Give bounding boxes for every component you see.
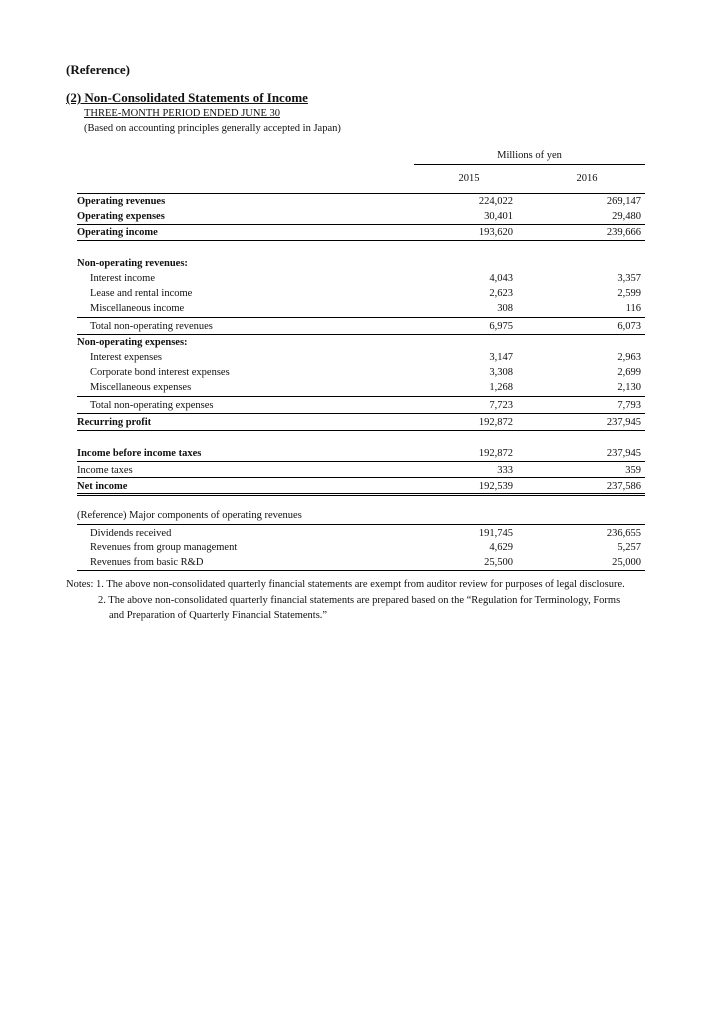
value-2015: 30,401 — [484, 211, 513, 222]
year-2015-header: 2015 — [458, 173, 480, 184]
value-2016: 237,945 — [606, 448, 641, 459]
value-2016: 29,480 — [612, 211, 641, 222]
row-label: Lease and rental income — [90, 288, 193, 299]
value-2015: 6,975 — [489, 321, 513, 332]
income-statement-table — [77, 193, 645, 571]
row-label: Revenues from group management — [90, 542, 238, 553]
basis-subtitle: (Based on accounting principles generally accepted in Japan) — [84, 123, 341, 134]
value-2015: 3,308 — [489, 367, 513, 378]
section-heading — [77, 256, 645, 271]
table-row — [77, 286, 645, 301]
row-label: Corporate bond interest expenses — [90, 367, 230, 378]
value-2015: 192,539 — [478, 481, 513, 492]
row-label: Income taxes — [77, 465, 133, 476]
table-row — [77, 397, 645, 414]
value-2016: 116 — [625, 303, 641, 314]
row-label: Miscellaneous income — [90, 303, 185, 314]
value-2016: 236,655 — [606, 528, 641, 539]
table-row — [77, 225, 645, 241]
row-label: Miscellaneous expenses — [90, 382, 192, 393]
value-2015: 193,620 — [478, 227, 513, 238]
value-2015: 308 — [497, 303, 513, 314]
value-2015: 192,872 — [478, 448, 513, 459]
table-row — [77, 555, 645, 571]
table-row — [77, 318, 645, 335]
value-2016: 5,257 — [617, 542, 641, 553]
value-2016: 269,147 — [606, 196, 641, 207]
row-label: Total non-operating expenses — [90, 400, 214, 411]
row-label: Income before income taxes — [77, 448, 202, 459]
table-row — [77, 462, 645, 478]
row-label: (Reference) Major components of operating revenues — [77, 510, 302, 521]
period-subtitle: THREE-MONTH PERIOD ENDED JUNE 30 — [84, 108, 280, 119]
value-2015: 333 — [497, 465, 513, 476]
value-2016: 6,073 — [617, 321, 641, 332]
value-2015: 4,043 — [489, 273, 513, 284]
row-label: Net income — [77, 481, 128, 492]
row-label: Operating revenues — [77, 196, 166, 207]
value-2015: 224,022 — [478, 196, 513, 207]
value-2016: 25,000 — [612, 557, 641, 568]
notes-section — [66, 577, 625, 624]
table-row — [77, 193, 645, 209]
year-2016-header: 2016 — [576, 173, 598, 184]
table-row — [77, 414, 645, 431]
value-2015: 2,623 — [489, 288, 513, 299]
row-label: Dividends received — [90, 528, 172, 539]
row-label: Non-operating expenses: — [77, 337, 188, 348]
value-2016: 237,945 — [606, 417, 641, 428]
table-row — [77, 540, 645, 555]
table-row — [77, 209, 645, 225]
reference-heading: (Reference) — [66, 62, 130, 77]
row-label: Interest expenses — [90, 352, 163, 363]
value-2015: 7,723 — [489, 400, 513, 411]
table-row — [77, 365, 645, 380]
table-row — [77, 271, 645, 286]
table-row — [77, 380, 645, 397]
unit-label: Millions of yen — [497, 150, 562, 161]
value-2015: 191,745 — [478, 528, 513, 539]
table-row — [77, 301, 645, 318]
value-2016: 7,793 — [617, 400, 641, 411]
value-2015: 192,872 — [478, 417, 513, 428]
row-label: Revenues from basic R&D — [90, 557, 204, 568]
note-2: 2. The above non-consolidated quarterly financial statements are prepared based on the “Regulation for Terminology, Forms — [98, 594, 621, 606]
value-2016: 2,130 — [617, 382, 641, 393]
value-2015: 3,147 — [489, 352, 513, 363]
value-2015: 4,629 — [489, 542, 513, 553]
row-label: Interest income — [90, 273, 156, 284]
value-2016: 2,699 — [617, 367, 641, 378]
table-row — [77, 445, 645, 462]
row-label: Non-operating revenues: — [77, 258, 188, 269]
value-2016: 3,357 — [617, 273, 641, 284]
table-row — [77, 525, 645, 540]
value-2016: 237,586 — [606, 481, 641, 492]
value-2016: 239,666 — [606, 227, 641, 238]
row-label: Operating expenses — [77, 211, 165, 222]
row-label: Total non-operating revenues — [90, 321, 213, 332]
note-2-continued: and Preparation of Quarterly Financial Statements.” — [109, 610, 328, 621]
note-1: Notes: 1. The above non-consolidated quarterly financial statements are exempt from auditor review for purposes of legal disclosure. — [66, 579, 625, 590]
value-2016: 2,599 — [617, 288, 641, 299]
value-2016: 359 — [625, 465, 641, 476]
value-2015: 25,500 — [484, 557, 513, 568]
table-row — [77, 350, 645, 365]
row-label: Recurring profit — [77, 417, 152, 428]
section-heading — [77, 335, 645, 350]
section-heading — [77, 508, 645, 525]
statement-title: (2) Non-Consolidated Statements of Income — [66, 90, 308, 105]
unit-divider — [414, 164, 645, 165]
table-row — [77, 478, 645, 496]
value-2016: 2,963 — [617, 352, 641, 363]
value-2015: 1,268 — [489, 382, 513, 393]
row-label: Operating income — [77, 227, 158, 238]
